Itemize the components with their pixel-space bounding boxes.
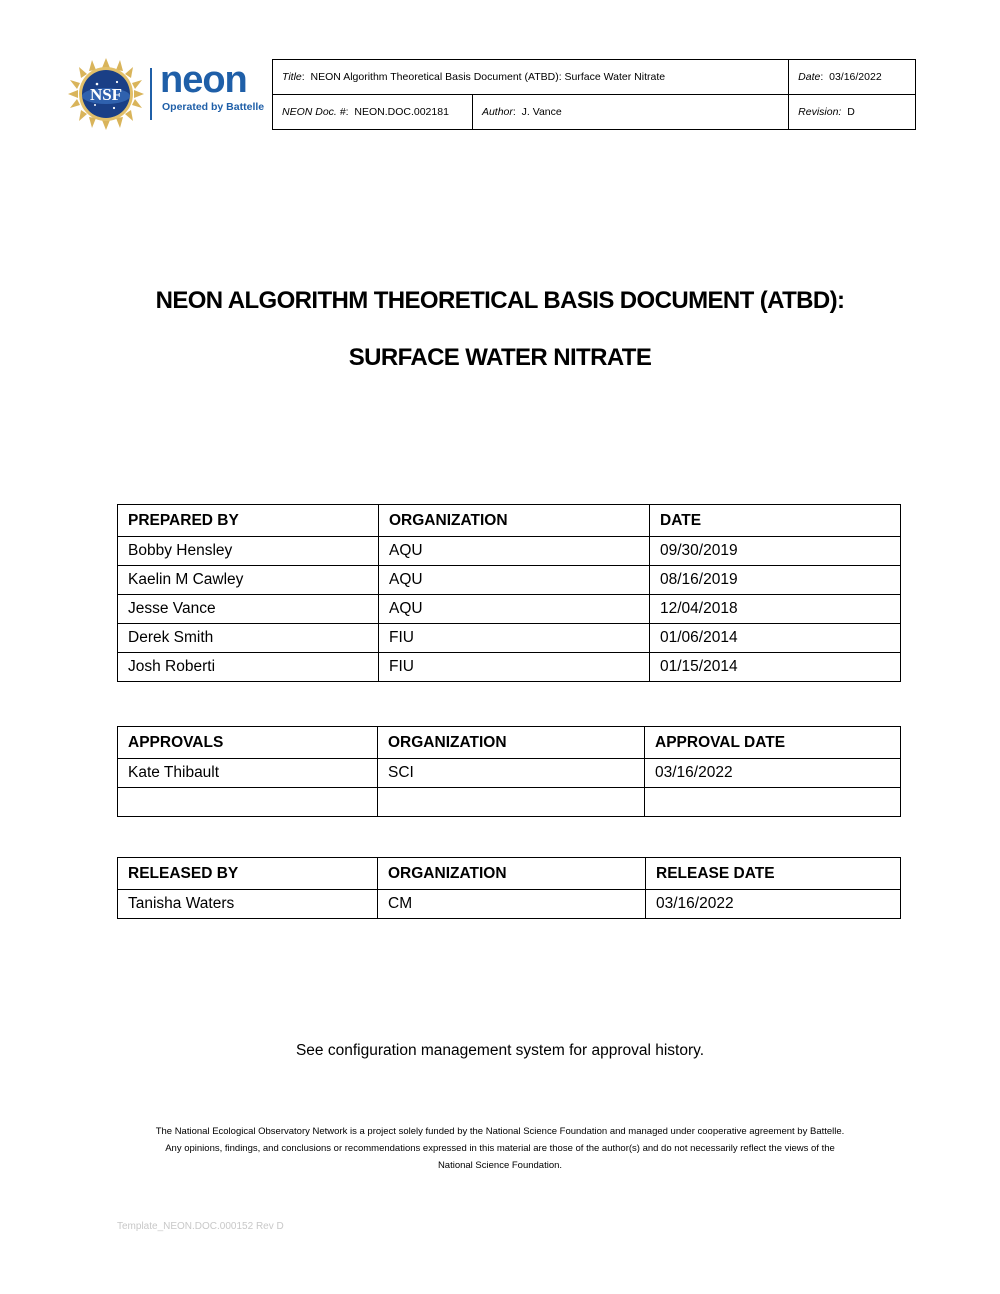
table-row [118,595,901,624]
title-label: Title [282,71,302,83]
date-cell: 03/16/2022 [645,759,901,788]
name-cell: Derek Smith [118,624,379,653]
disclaimer-line: The National Ecological Observatory Network is a project solely funded by the National Science Foundation and managed under cooperative agreement by Battelle. [155,1126,845,1137]
author-label: Author [481,106,513,118]
table-row [118,653,901,682]
name-cell: Kate Thibault [118,759,378,788]
approval-history-note: See configuration management system for approval history. [295,1042,705,1059]
organization-cell: AQU [379,595,650,624]
nsf-seal-icon [66,58,146,130]
table-row [118,537,901,566]
table-row [118,624,901,653]
table-header-row [118,505,901,537]
column-header: ORGANIZATION [378,727,645,759]
date-cell: 01/15/2014 [650,653,901,682]
funding-disclaimer [100,1123,900,1174]
column-header: APPROVALS [118,727,378,759]
table-row [118,759,901,788]
prepared-by-table [117,504,901,682]
column-header: ORGANIZATION [379,505,650,537]
column-header: ORGANIZATION [378,858,646,890]
column-header: PREPARED BY [118,505,379,537]
neon-tagline: Operated by Battelle [162,101,265,113]
organization-cell: SCI [378,759,645,788]
column-header: DATE [650,505,901,537]
date-cell: Date: 03/16/2022 [789,60,916,95]
name-cell: Jesse Vance [118,595,379,624]
organization-cell: AQU [379,566,650,595]
template-id: Template_NEON.DOC.000152 Rev D [117,1221,284,1232]
title-value: NEON Algorithm Theoretical Basis Document (ATBD): Surface Water Nitrate [310,71,666,83]
doc-number-value: NEON.DOC.002181 [354,106,449,118]
organization-cell: FIU [379,653,650,682]
date-cell [645,788,901,817]
name-cell [118,788,378,817]
table-header-row [118,727,901,759]
column-header: APPROVAL DATE [645,727,901,759]
disclaimer-line: National Science Foundation. [437,1160,563,1171]
doc-number-label: NEON Doc. # [282,106,346,118]
date-cell: 03/16/2022 [646,890,901,919]
author-cell: Author: J. Vance [472,95,788,130]
column-header: RELEASE DATE [646,858,901,890]
date-cell: 01/06/2014 [650,624,901,653]
disclaimer-line: Any opinions, findings, and conclusions or recommendations expressed in this material are those of the author(s) and do not necessarily reflect the views of the [165,1143,835,1154]
doc-number-cell: NEON Doc. #: NEON.DOC.002181 [273,95,473,130]
table-row [118,788,901,817]
nsf-seal-text: NSF [89,85,123,104]
document-title-line-1: NEON ALGORITHM THEORETICAL BASIS DOCUMENT (ATBD): [155,287,845,314]
revision-label: Revision: [798,106,842,118]
date-value: 03/16/2022 [829,71,882,83]
revision-value: D [847,106,855,118]
neon-wordmark: neon [160,59,247,101]
name-cell: Kaelin M Cawley [118,566,379,595]
organization-cell: AQU [379,537,650,566]
document-header-table [272,59,916,130]
revision-cell [789,95,916,130]
released-by-table [117,857,901,919]
column-header: RELEASED BY [118,858,378,890]
date-cell: 09/30/2019 [650,537,901,566]
name-cell: Bobby Hensley [118,537,379,566]
approvals-table [117,726,901,817]
name-cell: Tanisha Waters [118,890,378,919]
title-cell: Title: NEON Algorithm Theoretical Basis Document (ATBD): Surface Water Nitrate [273,60,789,95]
logo-divider [150,68,152,120]
document-title-line-2: SURFACE WATER NITRATE [348,344,652,371]
name-cell: Josh Roberti [118,653,379,682]
table-row [118,890,901,919]
date-cell: 08/16/2019 [650,566,901,595]
table-row [118,566,901,595]
organization-cell: CM [378,890,646,919]
date-label: Date [798,71,821,83]
table-header-row [118,858,901,890]
neon-logo [66,58,272,130]
author-value: J. Vance [521,106,562,118]
organization-cell: FIU [379,624,650,653]
organization-cell [378,788,645,817]
date-cell: 12/04/2018 [650,595,901,624]
